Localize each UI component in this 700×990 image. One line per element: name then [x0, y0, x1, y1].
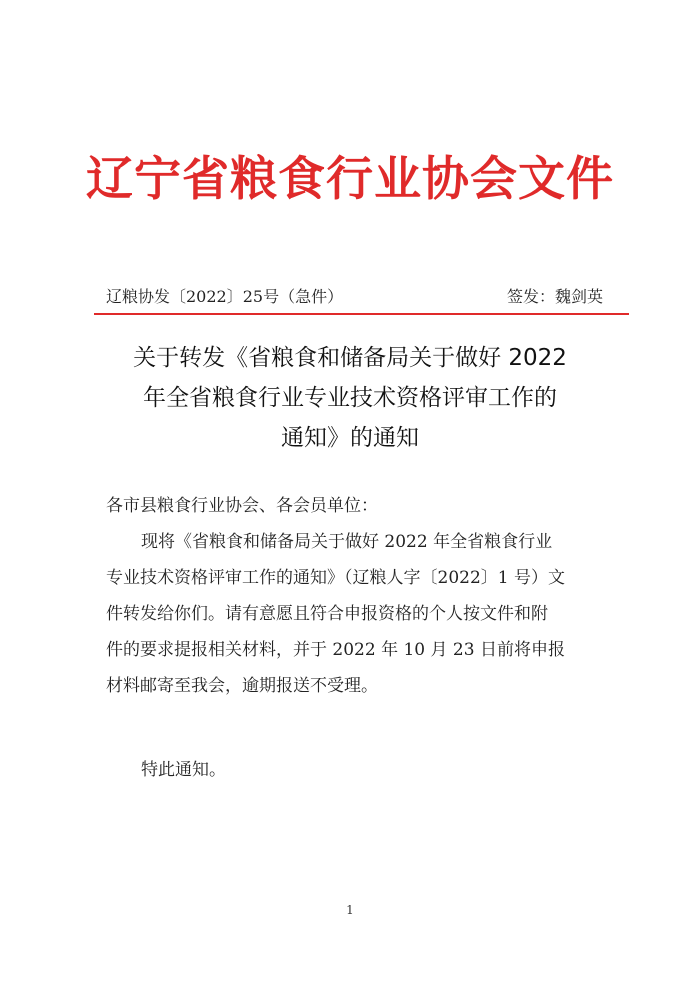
closing-line: 特此通知。 [141, 760, 226, 780]
document-number: 辽粮协发〔2022〕25号（急件） [106, 287, 344, 306]
salutation: 各市县粮食行业协会、各会员单位： [106, 496, 378, 516]
document-info-line [106, 284, 603, 310]
notice-title-line: 通知》的通知 [281, 425, 419, 451]
paragraph-line: 专业技术资格评审工作的通知》（辽粮人字〔2022〕1 号）文 [106, 568, 565, 588]
notice-title-line: 年全省粮食行业专业技术资格评审工作的 [143, 385, 557, 411]
notice-body [106, 488, 606, 704]
letterhead-title: 辽宁省粮食行业协会文件 [86, 152, 614, 207]
page-number: 1 [346, 903, 354, 917]
paragraph-line: 现将《省粮食和储备局关于做好 2022 年全省粮食行业 [141, 532, 553, 552]
notice-title [90, 338, 610, 458]
red-divider-rule [94, 313, 629, 315]
signer: 签发：魏剑英 [506, 287, 603, 306]
paragraph-line: 材料邮寄至我会，逾期报送不受理。 [106, 676, 378, 696]
paragraph-line: 件的要求提报相关材料，并于 2022 年 10 月 23 日前将申报 [106, 640, 565, 660]
paragraph-line: 件转发给你们。请有意愿且符合申报资格的个人按文件和附 [106, 604, 548, 624]
notice-title-line: 关于转发《省粮食和储备局关于做好 2022 [133, 345, 567, 371]
